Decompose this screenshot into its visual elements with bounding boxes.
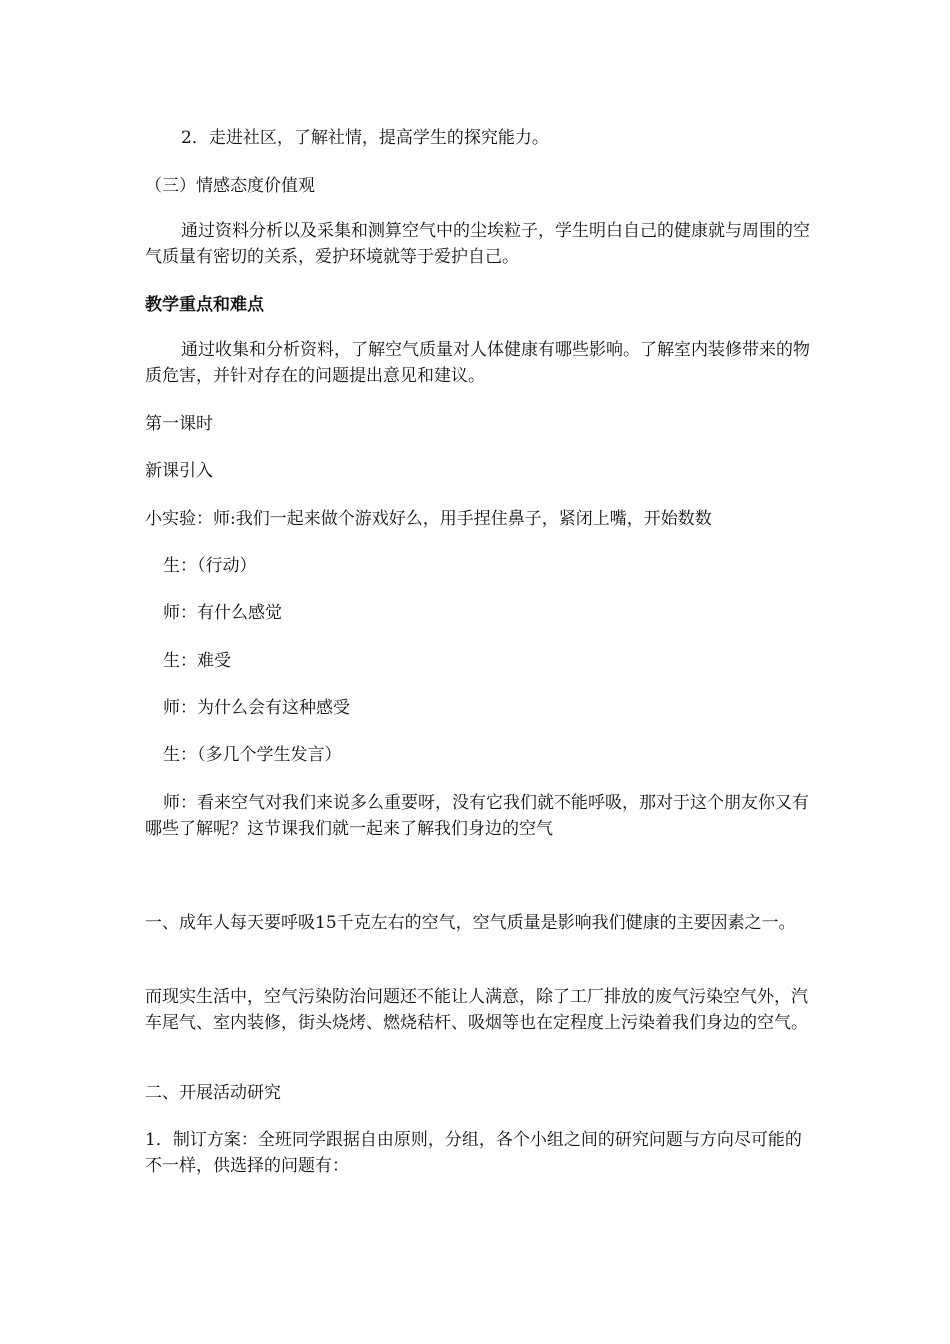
- paragraph-section-one: 一、成年人每天要呼吸15千克左右的空气，空气质量是影响我们健康的主要因素之一。: [145, 913, 796, 933]
- heading-emotion-attitude-values: （三）情感态度价值观: [145, 176, 315, 196]
- dialogue-teacher-3: 师：看来空气对我们来说多么重要呀，没有它我们就不能呼吸，那对于这个朋友你又有哪些了解呢？这节课我们就一起来了解我们身边的空气: [145, 793, 809, 839]
- paragraph-plan: 1．制订方案：全班同学跟据自由原则，分组，各个小组之间的研究问题与方向尽可能的不一样，供选择的问题有：: [145, 1130, 802, 1176]
- dialogue-student-2: 生：难受: [163, 651, 231, 671]
- heading-first-lesson: 第一课时: [145, 414, 213, 434]
- dialogue-student-1: 生：（行动）: [163, 556, 257, 576]
- paragraph-emotion-goal: 通过资料分析以及采集和测算空气中的尘埃粒子，学生明白自己的健康就与周围的空气质量有密切的关系，爱护环境就等于爱护自己。: [145, 221, 810, 267]
- heading-section-two: 二、开展活动研究: [145, 1083, 281, 1103]
- dialogue-student-3: 生：（多几个学生发言）: [163, 745, 342, 765]
- paragraph-air-pollution: 而现实生活中，空气污染防治问题还不能让人满意，除了工厂排放的废气污染空气外，汽车尾气、室内装修，街头烧烤、燃烧秸杆、吸烟等也在定程度上污染着我们身边的空气。: [145, 987, 808, 1033]
- heading-key-points: 教学重点和难点: [145, 295, 264, 315]
- heading-lesson-intro: 新课引入: [145, 461, 213, 481]
- paragraph-skill-goal-2: 2．走进社区，了解社情，提高学生的探究能力。: [181, 128, 549, 148]
- paragraph-key-points: 通过收集和分析资料，了解空气质量对人体健康有哪些影响。了解室内装修带来的物质危害，并针对存在的问题提出意见和建议。: [145, 340, 810, 386]
- paragraph-small-experiment: 小实验：师:我们一起来做个游戏好么，用手捏住鼻子，紧闭上嘴，开始数数: [145, 509, 712, 529]
- dialogue-teacher-1: 师：有什么感觉: [163, 603, 282, 623]
- dialogue-teacher-2: 师：为什么会有这种感受: [163, 698, 350, 718]
